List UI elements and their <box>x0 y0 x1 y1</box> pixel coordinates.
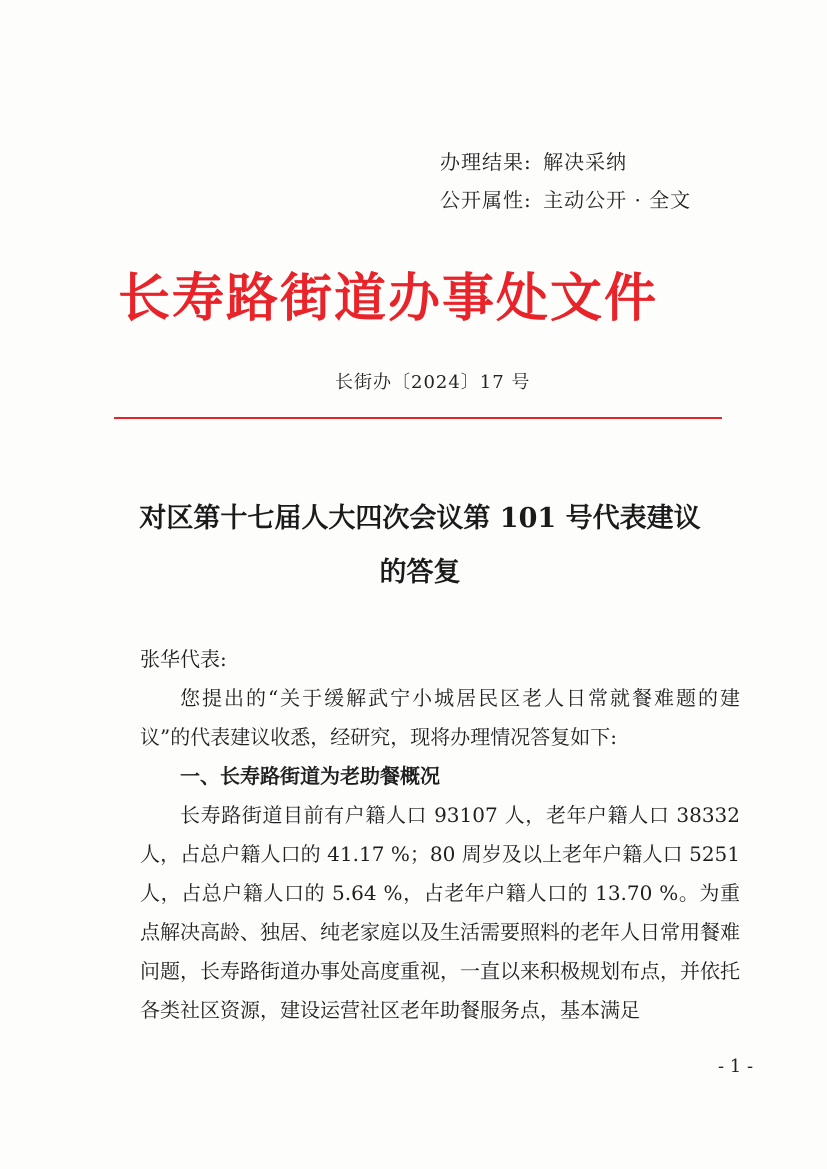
page-number: - 1 - <box>718 1056 754 1077</box>
document-title-line-1: 对区第十七届人大四次会议第 101 号代表建议 <box>139 503 701 534</box>
red-divider-line <box>114 417 722 419</box>
disclosure-attribute-label: 公开属性: <box>440 188 532 212</box>
document-title-line-2: 的答复 <box>379 557 461 588</box>
document-body <box>140 640 740 1030</box>
salutation: 张华代表: <box>140 647 227 671</box>
processing-result-value: 解决采纳 <box>543 150 628 174</box>
intro-paragraph: 您提出的“关于缓解武宁小城居民区老人日常就餐难题的建议”的代表建议收悉，经研究，现将办理情况答复如下: <box>140 686 740 749</box>
section-heading: 一、长寿路街道为老助餐概况 <box>180 764 440 788</box>
disclosure-attribute <box>440 184 691 213</box>
disclosure-attribute-value: 主动公开 · 全文 <box>543 188 692 212</box>
document-number: 长街办〔2024〕17 号 <box>335 372 531 393</box>
issuing-office-title: 长寿路街道办事处文件 <box>118 269 659 329</box>
processing-result <box>440 146 627 175</box>
section-paragraph: 长寿路街道目前有户籍人口 93107 人，老年户籍人口 38332 人，占总户籍人口的 41.17 %；80 周岁及以上老年户籍人口 5251 人，占总户籍人口的 5.64 %，占老年户籍人口的 13.70 %。为重点解决高龄、独居、纯老家庭以及生活需要照料的老年人日常用餐难问题，长寿路街道办事处高度重视，一直以来积极规划布点，并依托各类社区资源，建设运营社区老年助餐服务点，基本满足 <box>140 803 740 1022</box>
processing-result-label: 办理结果: <box>440 150 532 174</box>
document-title <box>110 492 730 600</box>
